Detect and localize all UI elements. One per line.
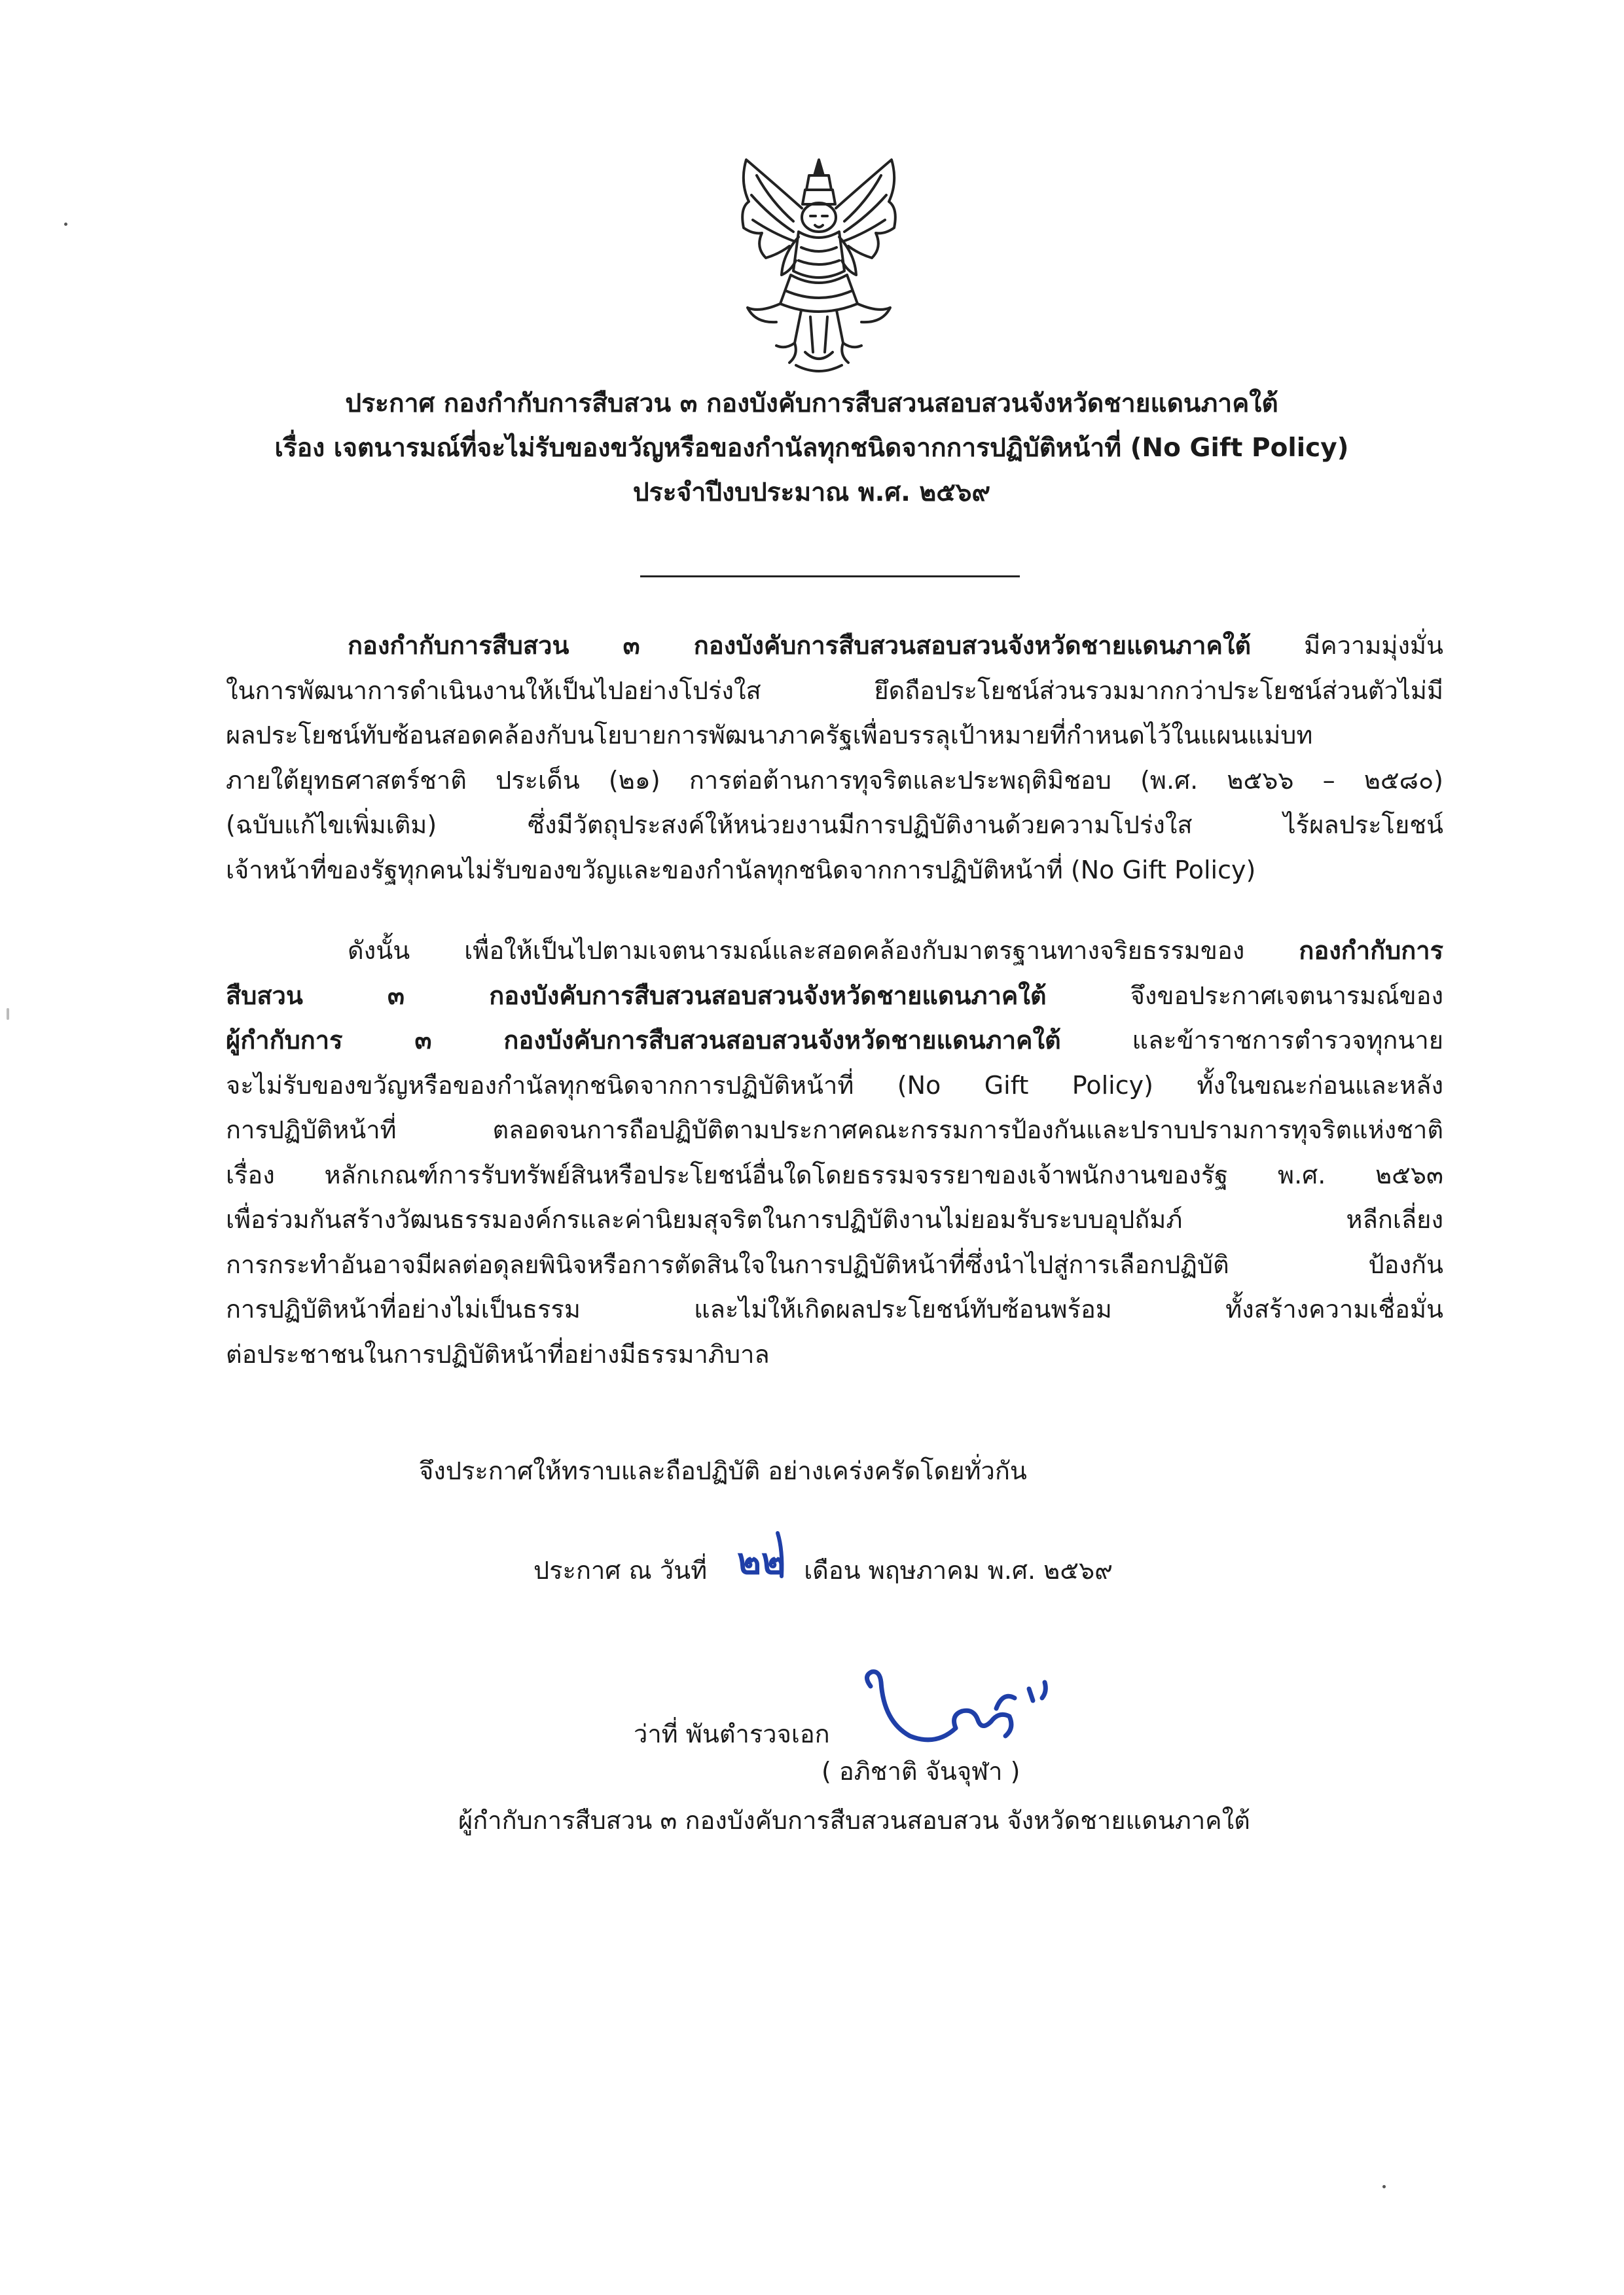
announcement-header — [196, 382, 1427, 515]
p2-line-2 — [226, 973, 1443, 1019]
body-paragraph-2 — [226, 928, 1443, 1377]
p1-line-2: ในการพัฒนาการดำเนินงานให้เป็นไปอย่างโปร่งใส ยึดถือประโยชน์ส่วนรวมมากกว่าประโยชน์ส่วนตัวไม่มี — [226, 676, 1443, 705]
p2-line-4: จะไม่รับของขวัญหรือของกำนัลทุกชนิดจากการปฏิบัติหน้าที่ (No Gift Policy) ทั้งในขณะก่อนและหลัง — [226, 1070, 1443, 1100]
signer-rank: ว่าที่ พันตำรวจเอก — [634, 1720, 830, 1748]
date-prefix: ประกาศ ณ วันที่ — [533, 1556, 708, 1585]
p2-line-6: เรื่อง หลักเกณฑ์การรับทรัพย์สินหรือประโยชน์อื่นใดโดยธรรมจรรยาของเจ้าพนักงานของรัฐ พ.ศ. ๒๕๖๓ — [226, 1160, 1443, 1189]
date-line — [533, 1550, 1113, 1590]
p2-line-1-bold: กองกำกับการ — [1299, 936, 1443, 965]
p2-line-1 — [226, 928, 1443, 973]
p2-line-5: การปฏิบัติหน้าที่ ตลอดจนการถือปฏิบัติตามประกาศคณะกรรมการป้องกันและปราบปรามการทุจริตแห่งชาติ — [226, 1115, 1443, 1144]
unit-name-bold: กองกำกับการสืบสวน ๓ กองบังคับการสืบสวนสอบสวนจังหวัดชายแดนภาคใต้ — [348, 631, 1252, 660]
p1-line-6: เจ้าหน้าที่ของรัฐทุกคนไม่รับของขวัญและของกำนัลทุกชนิดจากการปฏิบัติหน้าที่ (No Gift Policy) — [226, 855, 1256, 884]
closing-statement: จึงประกาศให้ทราบและถือปฏิบัติ อย่างเคร่งครัดโดยทั่วกัน — [419, 1456, 1027, 1485]
header-fiscal-year: ประจำปีงบประมาณ พ.ศ. ๒๕๖๙ — [632, 478, 991, 507]
body-paragraph-1 — [226, 623, 1443, 892]
signer-position: ผู้กำกับการสืบสวน ๓ กองบังคับการสืบสวนสอบสวน จังหวัดชายแดนภาคใต้ — [458, 1806, 1250, 1835]
header-subject: เรื่อง เจตนารมณ์ที่จะไม่รับของขวัญหรือของกำนัลทุกชนิดจากการปฏิบัติหน้าที่ (No Gift Policy) — [274, 433, 1349, 463]
p2-line-7: เพื่อร่วมกันสร้างวัฒนธรรมองค์กรและค่านิยมสุจริตในการปฏิบัติงานไม่ยอมรับระบบอุปถัมภ์ หลีกเลี่ยง — [226, 1205, 1443, 1234]
garuda-emblem-icon — [733, 156, 905, 378]
day-number-text: ๒๒ — [737, 1540, 785, 1583]
p2-line-8: การกระทำอันอาจมีผลต่อดุลยพินิจหรือการตัดสินใจในการปฏิบัติหน้าที่ซึ่งนำไปสู่การเลือกปฏิบัติ ป้องกัน — [226, 1250, 1443, 1279]
signer-name: ( อภิชาติ จันจุฬา ) — [821, 1757, 1020, 1786]
header-divider — [640, 575, 1020, 577]
p2-line-3-rest: และข้าราชการตำรวจทุกนาย — [1132, 1026, 1443, 1055]
p2-line-2-bold: สืบสวน ๓ กองบังคับการสืบสวนสอบสวนจังหวัดชายแดนภาคใต้ — [226, 981, 1047, 1010]
p2-line-3-bold: ผู้กำกับการ ๓ กองบังคับการสืบสวนสอบสวนจังหวัดชายแดนภาคใต้ — [226, 1026, 1061, 1055]
p2-line-1-pre: ดังนั้น เพื่อให้เป็นไปตามเจตนารมณ์และสอดคล้องกับมาตรฐานทางจริยธรรมของ — [348, 936, 1245, 965]
header-title: ประกาศ กองกำกับการสืบสวน ๓ กองบังคับการสืบสวนสอบสวนจังหวัดชายแดนภาคใต้ — [345, 389, 1278, 418]
p2-line-10: ต่อประชาชนในการปฏิบัติหน้าที่อย่างมีธรรมาภิบาล — [226, 1339, 770, 1369]
scan-speck — [64, 223, 67, 226]
date-month-year: เดือน พฤษภาคม พ.ศ. ๒๕๖๙ — [804, 1556, 1113, 1585]
p1-line-1 — [226, 623, 1443, 668]
signature-mark — [857, 1663, 1093, 1761]
scan-speck — [1382, 2185, 1386, 2188]
p2-line-9: การปฏิบัติหน้าที่อย่างไม่เป็นธรรม และไม่ให้เกิดผลประโยชน์ทับซ้อนพร้อม ทั้งสร้างความเชื่อมั่น — [226, 1295, 1443, 1324]
p1-line-3: ผลประโยชน์ทับซ้อนสอดคล้องกับนโยบายการพัฒนาภาครัฐเพื่อบรรลุเป้าหมายที่กำหนดไว้ในแผนแม่บท — [226, 721, 1313, 750]
p1-line-1-rest: มีความมุ่งมั่น — [1304, 631, 1443, 660]
p2-line-2-rest: จึงขอประกาศเจตนารมณ์ของ — [1130, 981, 1443, 1010]
p1-line-5: (ฉบับแก้ไขเพิ่มเติม) ซึ่งมีวัตถุประสงค์ให้หน่วยงานมีการปฏิบัติงานด้วยความโปร่งใส ไร้ผลประโยชน์ — [226, 810, 1443, 839]
scan-speck — [7, 1008, 9, 1020]
p1-line-4: ภายใต้ยุทธศาสตร์ชาติ ประเด็น (๒๑) การต่อต้านการทุจริตและประพฤติมิชอบ (พ.ศ. ๒๕๖๖ – ๒๕๘๐) — [226, 765, 1443, 795]
handwritten-day-number — [732, 1530, 810, 1588]
p2-line-3 — [226, 1018, 1443, 1063]
